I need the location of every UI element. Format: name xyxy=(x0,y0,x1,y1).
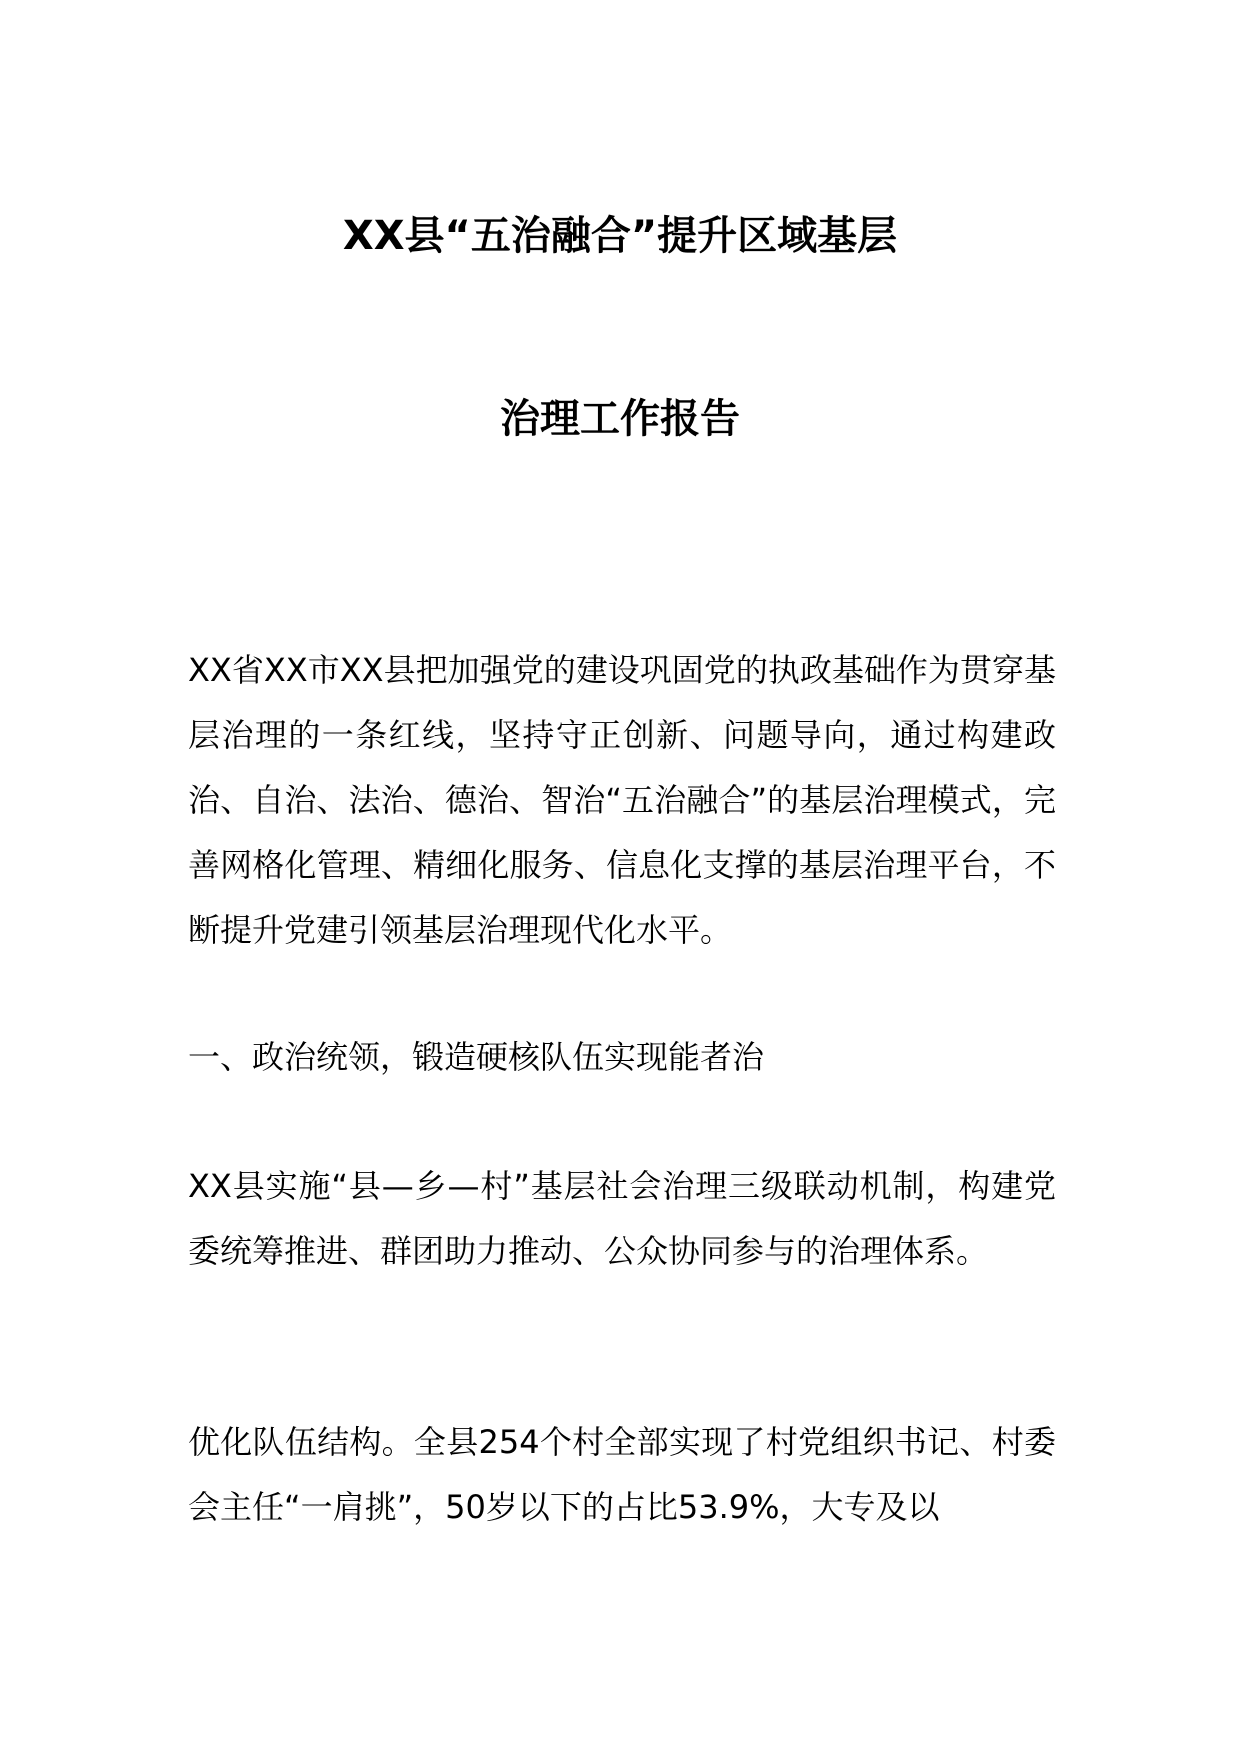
document-title-line-2: 治理工作报告 xyxy=(500,396,740,442)
body-paragraph: 优化队伍结构。全县254个村全部实现了村党组织书记、村委会主任“一肩挑”，50岁以下的占比53.9%，大专及以 xyxy=(188,1423,1056,1526)
intro-paragraph: XX省XX市XX县把加强党的建设巩固党的执政基础作为贯穿基层治理的一条红线，坚持守正创新、问题导向，通过构建政治、自治、法治、德治、智治“五治融合”的基层治理模式，完善网格化管理、精细化服务、信息化支撑的基层治理平台，不断提升党建引领基层治理现代化水平。 xyxy=(188,651,1056,949)
document-title-line-1: XX县“五治融合”提升区域基层 xyxy=(342,213,898,259)
body-paragraph: XX县实施“县—乡—村”基层社会治理三级联动机制，构建党委统筹推进、群团助力推动、公众协同参与的治理体系。 xyxy=(188,1167,1056,1270)
section-heading: 一、政治统领，锻造硬核队伍实现能者治 xyxy=(188,1038,765,1076)
